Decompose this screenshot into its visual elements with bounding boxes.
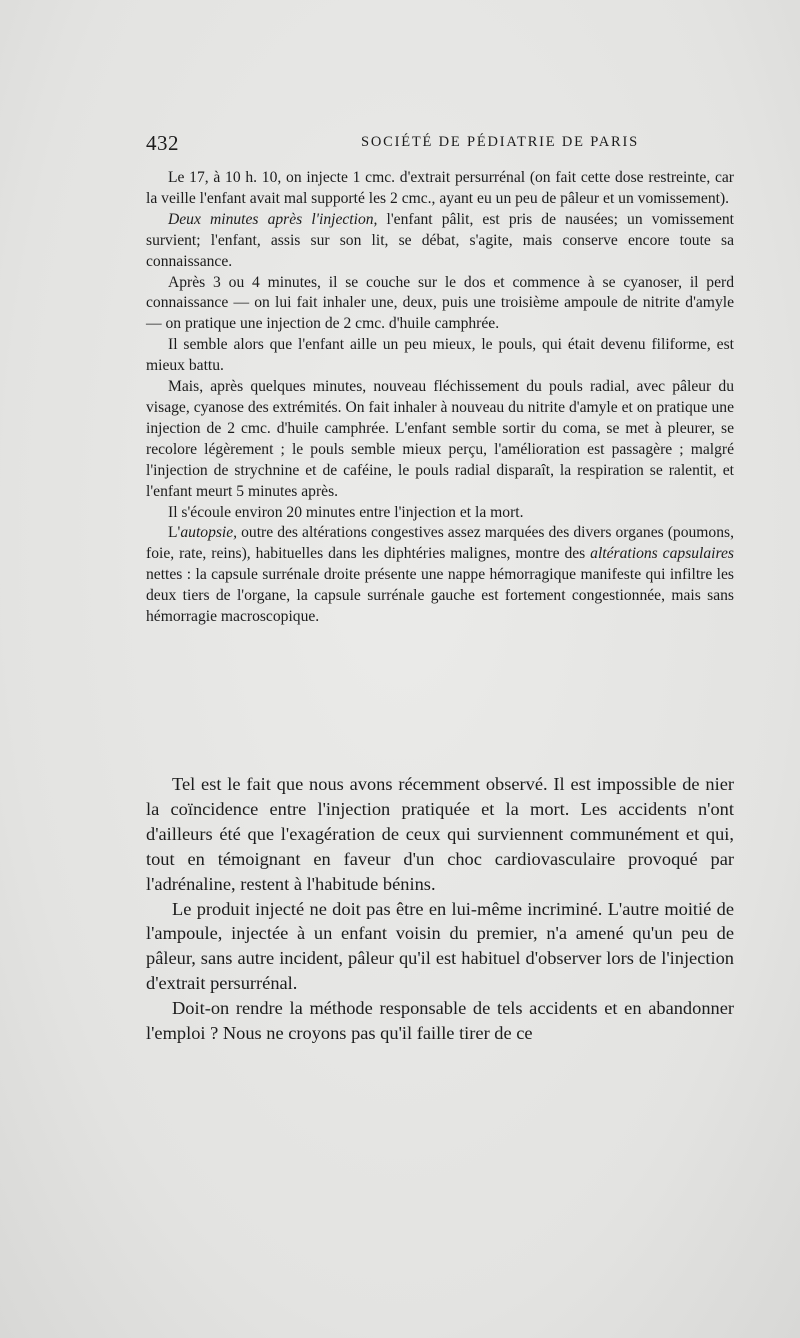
- paragraph: Tel est le fait que nous avons récemment observé. Il est impossible de nier la coïncidence entre l'injection pratiquée et la mort. Les accidents n'ont d'ailleurs été que l'exagération de ceux qui surviennent communément et qui, tout en témoignant en faveur d'un choc cardiovasculaire provoqué par l'adrénaline, restent à l'habitude bénins.: [146, 774, 734, 894]
- paragraph: Mais, après quelques minutes, nouveau fléchissement du pouls radial, avec pâleur du visage, cyanose des extrémités. On fait inhaler à nouveau du nitrite d'amyle et on pratique une injection de 2 cmc. d'huile camphrée. L'enfant semble sortir du coma, se met à pleurer, se recolore légèrement ; le pouls semble mieux perçu, l'amélioration est passagère ; malgré l'injection de strychnine et de caféine, le pouls radial disparaît, la respiration se ralentit, et l'enfant meurt 5 minutes après.: [146, 378, 734, 500]
- running-head: SOCIÉTÉ DE PÉDIATRIE DE PARIS: [360, 134, 640, 150]
- paragraph: Il s'écoule environ 20 minutes entre l'injection et la mort.: [168, 503, 524, 521]
- discussion: [146, 772, 734, 1046]
- paragraph: L'autopsie, outre des altérations congestives assez marquées des divers organes (poumons, foie, rate, reins), habituelles dans les diphtéries malignes, montre des altérations capsulaires nettes : la capsule surrénale droite présente une nappe hémorragique manifeste qui infiltre les deux tiers de l'organe, la capsule surrénale gauche est fortement congestionnée, mais sans hémorragie macroscopique.: [146, 524, 734, 626]
- italic-phrase: autopsie,: [180, 524, 238, 542]
- paragraph: Le produit injecté ne doit pas être en lui-même incriminé. L'autre moitié de l'ampoule, injectée à un enfant voisin du premier, n'a amené qu'un peu de pâleur, sans autre incident, pâleur qu'il est habituel d'observer lors de l'injection d'extrait persurrénal.: [146, 898, 734, 994]
- italic-phrase: altérations capsulaires: [590, 545, 734, 563]
- paragraph: Il semble alors que l'enfant aille un peu mieux, le pouls, qui était devenu filiforme, est mieux battu.: [146, 336, 734, 375]
- case-report: [146, 168, 734, 628]
- paragraph: Après 3 ou 4 minutes, il se couche sur le dos et commence à se cyanoser, il perd connaissance — on lui fait inhaler une, deux, puis une troisième ampoule de nitrite d'amyle — on pratique une injection de 2 cmc. d'huile camphrée.: [146, 273, 734, 333]
- paragraph: Deux minutes après l'injection, l'enfant pâlit, est pris de nausées; un vomissement survient; l'enfant, assis sur son lit, se débat, s'agite, mais conserve encore toute sa connaissance.: [146, 210, 734, 270]
- page-number: 432: [146, 131, 179, 155]
- paragraph: Doit-on rendre la méthode responsable de tels accidents et en abandonner l'emploi ? Nous ne croyons pas qu'il faille tirer de ce: [146, 998, 734, 1044]
- page-header: [146, 131, 734, 155]
- paragraph: Le 17, à 10 h. 10, on injecte 1 cmc. d'extrait persurrénal (on fait cette dose restreinte, car la veille l'enfant avait mal supporté les 2 cmc., ayant eu un peu de pâleur et un vomissement).: [146, 169, 734, 207]
- italic-phrase: Deux minutes après l'injection,: [168, 210, 378, 228]
